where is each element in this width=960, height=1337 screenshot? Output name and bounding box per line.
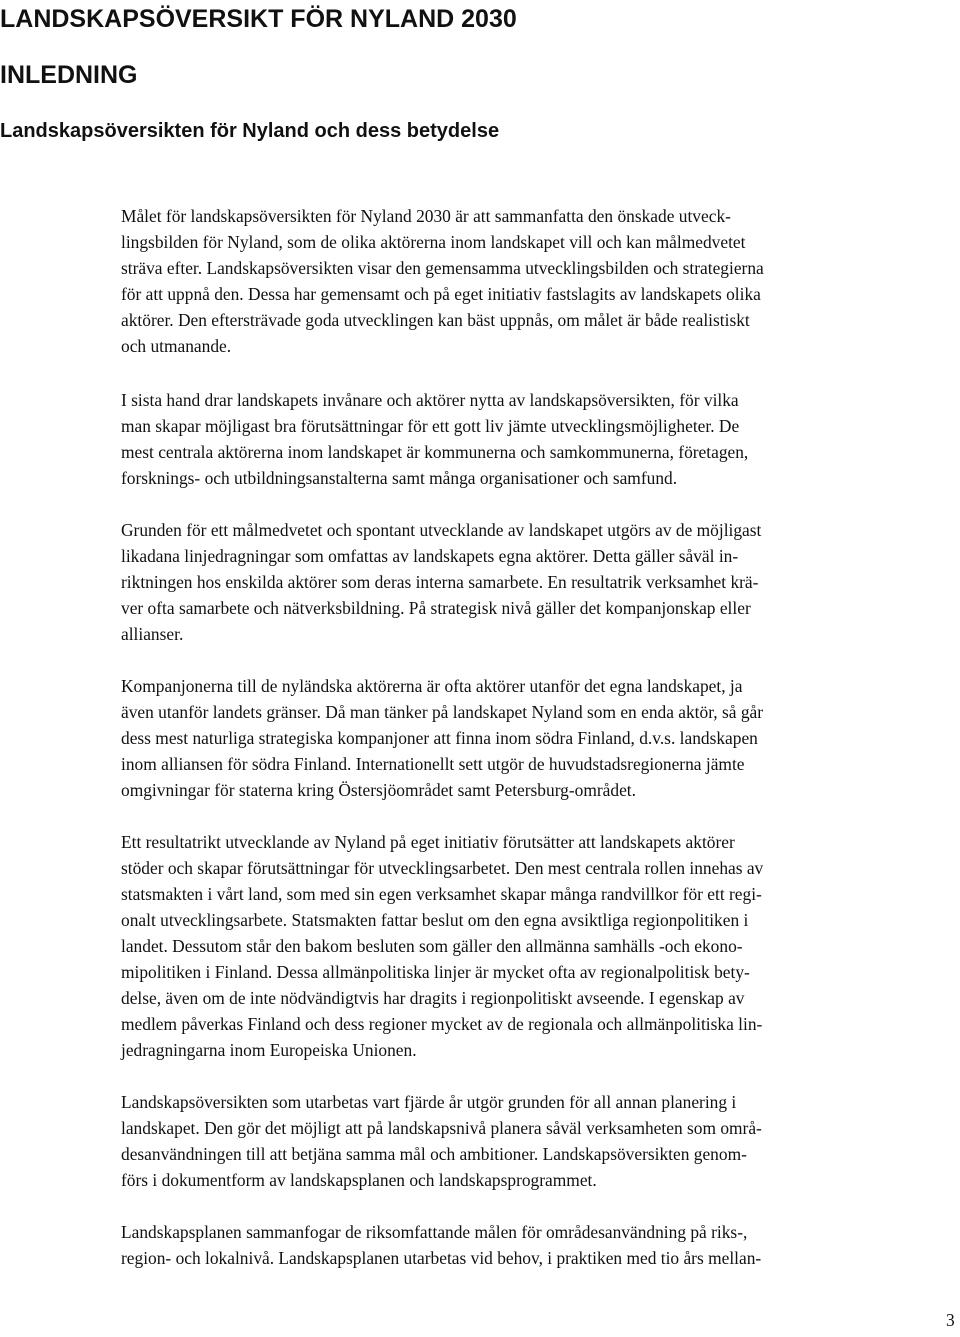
paragraph-4 bbox=[121, 673, 960, 803]
paragraph-line: region- och lokalnivå. Landskapsplanen utarbetas vid behov, i praktiken med tio års mellan- bbox=[121, 1248, 762, 1268]
paragraph-line: landskapet. Den gör det möjligt att på landskapsnivå planera såväl verksamheten som områ- bbox=[121, 1118, 762, 1138]
paragraph-line: även utanför landets gränser. Då man tänker på landskapet Nyland som en enda aktör, så går bbox=[121, 702, 764, 722]
paragraph-3 bbox=[121, 517, 960, 647]
section-heading: INLEDNING bbox=[0, 61, 138, 89]
paragraph-line: riktningen hos enskilda aktörer som deras interna samarbete. En resultatrik verksamhet krä- bbox=[121, 572, 759, 592]
paragraph-line: delse, även om de inte nödvändigtvis har dragits i regionpolitiskt avseende. I egenskap av bbox=[121, 988, 745, 1008]
paragraph-line: Målet för landskapsöversikten för Nyland 2030 är att sammanfatta den önskade utveck- bbox=[121, 206, 731, 226]
paragraph-line: onalt utvecklingsarbete. Statsmakten fattar beslut om den egna avsiktliga regionpolitiken i bbox=[121, 910, 749, 930]
paragraph-line: Ett resultatrikt utvecklande av Nyland på eget initiativ förutsätter att landskapets aktörer bbox=[121, 832, 735, 852]
paragraph-line: medlem påverkas Finland och dess regioner mycket av de regionala och allmänpolitiska lin- bbox=[121, 1014, 763, 1034]
document-title: LANDSKAPSÖVERSIKT FÖR NYLAND 2030 bbox=[0, 5, 517, 33]
paragraph-5 bbox=[121, 829, 960, 1063]
paragraph-line: och utmanande. bbox=[121, 336, 232, 356]
paragraph-line: omgivningar för staterna kring Östersjöområdet samt Petersburg-området. bbox=[121, 780, 636, 800]
paragraph-line: desanvändningen till att betjäna samma mål och ambitioner. Landskapsöversikten genom- bbox=[121, 1144, 747, 1164]
paragraph-line: för att uppnå den. Dessa har gemensamt och på eget initiativ fastslagits av landskapets olika bbox=[121, 284, 761, 304]
paragraph-line: dess mest naturliga strategiska kompanjoner att finna inom södra Finland, d.v.s. landskapen bbox=[121, 728, 758, 748]
paragraph-line: I sista hand drar landskapets invånare och aktörer nytta av landskapsöversikten, för vilka bbox=[121, 390, 739, 410]
paragraph-line: forsknings- och utbildningsanstalterna samt många organisationer och samfund. bbox=[121, 468, 678, 488]
paragraph-line: Landskapsplanen sammanfogar de riksomfattande målen för områdesanvändning på riks-, bbox=[121, 1222, 748, 1242]
paragraph-line: allianser. bbox=[121, 624, 184, 644]
paragraph-line: sträva efter. Landskapsöversikten visar den gemensamma utvecklingsbilden och strategierna bbox=[121, 258, 764, 278]
paragraph-line: aktörer. Den eftersträvade goda utvecklingen kan bäst uppnås, om målet är både realistiskt bbox=[121, 310, 750, 330]
paragraph-line: landet. Dessutom står den bakom besluten som gäller den allmänna samhälls -och ekono- bbox=[121, 936, 743, 956]
paragraph-7 bbox=[121, 1219, 960, 1271]
paragraph-line: inom alliansen för södra Finland. Internationellt sett utgör de huvudstadsregionerna jämte bbox=[121, 754, 745, 774]
paragraph-line: statsmakten i vårt land, som med sin egen verksamhet skapar många randvillkor för ett regi- bbox=[121, 884, 762, 904]
paragraph-line: jedragningarna inom Europeiska Unionen. bbox=[121, 1040, 417, 1060]
paragraph-2 bbox=[121, 387, 960, 491]
paragraph-1 bbox=[121, 203, 960, 359]
subsection-heading: Landskapsöversikten för Nyland och dess betydelse bbox=[0, 120, 500, 142]
paragraph-line: man skapar möjligast bra förutsättningar för ett gott liv jämte utvecklingsmöjligheter. De bbox=[121, 416, 740, 436]
paragraph-line: stöder och skapar förutsättningar för utvecklingsarbetet. Den mest centrala rollen innehas av bbox=[121, 858, 764, 878]
paragraph-6 bbox=[121, 1089, 960, 1193]
paragraph-line: lingsbilden för Nyland, som de olika aktörerna inom landskapet vill och kan målmedvetet bbox=[121, 232, 746, 252]
paragraph-line: förs i dokumentform av landskapsplanen och landskapsprogrammet. bbox=[121, 1170, 597, 1190]
paragraph-line: Grunden för ett målmedvetet och spontant utvecklande av landskapet utgörs av de möjligast bbox=[121, 520, 762, 540]
paragraph-line: likadana linjedragningar som omfattas av landskapets egna aktörer. Detta gäller såväl in- bbox=[121, 546, 739, 566]
paragraph-line: mest centrala aktörerna inom landskapet är kommunerna och samkommunerna, företagen, bbox=[121, 442, 749, 462]
paragraph-line: Kompanjonerna till de nyländska aktörerna är ofta aktörer utanför det egna landskapet, ja bbox=[121, 676, 743, 696]
page-number: 3 bbox=[946, 1310, 955, 1330]
paragraph-line: ver ofta samarbete och nätverksbildning. På strategisk nivå gäller det kompanjonskap eller bbox=[121, 598, 751, 618]
paragraph-line: mipolitiken i Finland. Dessa allmänpolitiska linjer är mycket ofta av regionalpolitisk bety- bbox=[121, 962, 750, 982]
paragraph-line: Landskapsöversikten som utarbetas vart fjärde år utgör grunden för all annan planering i bbox=[121, 1092, 737, 1112]
